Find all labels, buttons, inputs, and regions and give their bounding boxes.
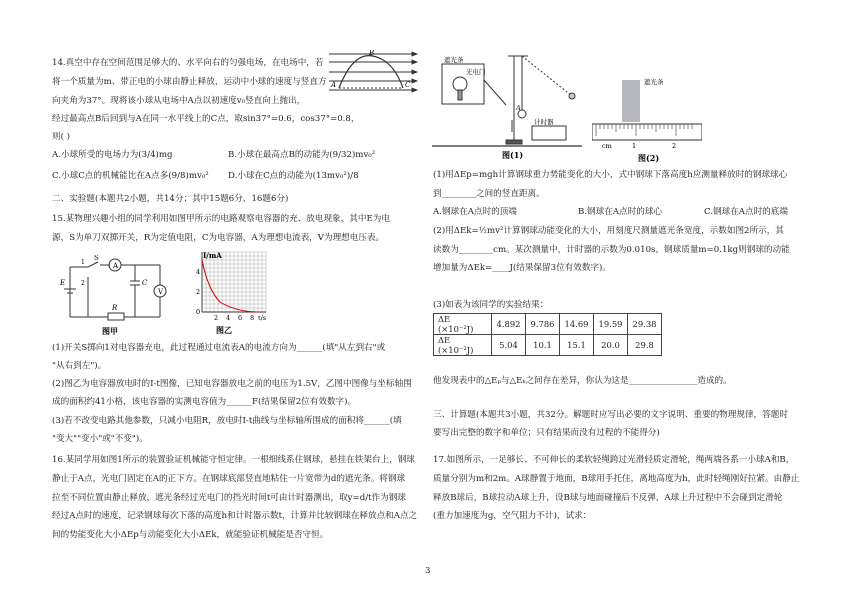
fig2-tick-2: 2 xyxy=(672,142,677,150)
graph-xtick-8: 8 xyxy=(250,314,255,322)
q16-part2-b: 读数为________cm。某次测量中，计时器的示数为0.010s，钢球质量m=0.1kg则钢球的动能 xyxy=(433,245,790,255)
table-cell: 29.8 xyxy=(628,335,662,356)
q16-line-1: 16.某同学用如图1所示的装置验证机械能守恒定律。一根细线系住钢球，悬挂在铁架台上，钢球 xyxy=(52,455,415,465)
q15-sub3-a: (3)若不改变电路其他参数，只减小电阻R，放电时I-t曲线与坐标轴所围成的面积将______(填 xyxy=(52,416,402,426)
q14-field-figure xyxy=(325,50,420,98)
graph-ylabel: I/mA xyxy=(203,251,222,260)
section-2-heading: 二、实验题(本题共2小题，共14分；其中15题6分，16题6分) xyxy=(52,194,289,204)
circuit-c-label: C xyxy=(142,279,148,287)
table-cell: 14.69 xyxy=(560,314,594,335)
section-3-heading-b: 要写出完整的数字和单位；只有结果而没有过程的不能得分) xyxy=(433,428,660,438)
graph-ytick-2: 2 xyxy=(196,288,201,296)
page-number: 3 xyxy=(425,566,431,576)
table-cell: 20.0 xyxy=(594,335,628,356)
fig-a-caption: 图甲 xyxy=(102,326,118,336)
q17-line-2: 质量分别为m和2m。A球静置于地面，B球用手托住，离地高度为h，此时轻绳刚好拉紧。由静止 xyxy=(433,474,800,484)
q14-option-d: D.小球在C点的动能为(13mv₀²)/8 xyxy=(228,171,359,181)
q15-sub2-b: 成的面积约41小格，该电容器的实测电容值为______F(结果保留2位有效数字)。 xyxy=(52,397,357,407)
fig1-a-label: A xyxy=(516,104,521,112)
results-table xyxy=(433,313,662,356)
q17-line-4: (重力加速度为g，空气阻力不计)，试求： xyxy=(433,511,592,521)
q16-line-4: 经过A点时的速度，记录钢球每次下落的高度h和计时器示数t，计算并比较钢球在释放点和A点之 xyxy=(52,511,418,521)
graph-xtick-6: 6 xyxy=(238,314,243,322)
graph-ytick-0: 0 xyxy=(196,308,201,316)
q16-part4: 他发现表中的△Eₚ与△Eₖ之间存在差异，你认为这是________________造成的。 xyxy=(433,376,732,386)
graph-xlabel: t/s xyxy=(258,314,267,322)
table-row-label: ΔE (×10⁻²J) xyxy=(434,314,492,335)
table-cell: 15.1 xyxy=(560,335,594,356)
q16-part3: (3)如表为该同学的实验结果： xyxy=(433,300,549,310)
q16-part1-option-a: A.钢球在A点时的顶端 xyxy=(433,207,517,217)
q16-line-2: 静止于A点，光电门固定在A的正下方。在钢球底部竖直地粘住一片宽带为d的遮光条。将钢球 xyxy=(52,474,406,484)
q16-apparatus-figure xyxy=(432,50,582,160)
circuit-r-label: R xyxy=(112,304,118,312)
q17-line-3: 释放B球后，B球拉动A球上升，设B球与地面碰撞后不反弹，A球上升过程中不会碰到定滑轮 xyxy=(433,493,783,503)
q15-line-1: 15.某物理兴趣小组的同学利用如图甲所示的电路观察电容器的充、放电现象，其中E为电 xyxy=(52,214,390,224)
table-row xyxy=(434,335,662,356)
table-cell: 5.04 xyxy=(492,335,526,356)
q14-option-c: C.小球C点的机械能比在A点多(9/8)mv₀² xyxy=(52,171,209,181)
graph-xtick-2: 2 xyxy=(214,314,219,322)
q15-sub1-b: "从右到左")。 xyxy=(52,361,107,371)
q15-sub2-a: (2)图乙为电容器放电时的I-t图像，已知电容器放电之前的电压为1.5V，乙图中图像与坐标轴围 xyxy=(52,379,412,389)
q15-it-graph xyxy=(188,246,270,336)
q14-line-1: 14.真空中存在空间范围足够大的、水平向右的匀强电场，在电场中，若 xyxy=(52,58,324,68)
q14-option-b: B.小球在最高点B的动能为(9/32)mv₀² xyxy=(228,150,376,160)
table-row xyxy=(434,314,662,335)
table-cell: 10.1 xyxy=(526,335,560,356)
q16-ruler-figure xyxy=(592,68,702,163)
q17-line-1: 17.如图所示，一足够长、不可伸长的柔软轻绳跨过光滑轻质定滑轮，绳两端各系一小球A和B， xyxy=(433,455,795,465)
fig1-light-bar-label: 遮光条 xyxy=(444,56,464,64)
circuit-a-label: A xyxy=(113,262,119,270)
table-cell: 29.38 xyxy=(628,314,662,335)
table-row-label: ΔE (×10⁻²J) xyxy=(434,335,492,356)
graph-ytick-4: 4 xyxy=(196,268,201,276)
q15-sub1-a: (1)开关S掷向1对电容器充电，此过程通过电流表A的电流方向为______(填"从左到右"或 xyxy=(52,343,386,353)
q15-line-2: 源，S为单刀双掷开关，R为定值电阻，C为电容器，A为理想电流表，V为理想电压表。 xyxy=(52,233,385,243)
fig1-gate-label: 光电门 xyxy=(466,68,486,76)
table-cell: 4.892 xyxy=(492,314,526,335)
circuit-e-label: E xyxy=(60,279,66,287)
q16-line-3: 拉至不同位置由静止释放，遮光条经过光电门的挡光时间t可由计时器测出，取y=d/t作为钢球 xyxy=(52,493,406,503)
section-3-heading-a: 三、计算题(本题共3小题，共32分。解题时应写出必要的文字说明、重要的物理规律，答题时 xyxy=(433,410,788,420)
circuit-s-label: S xyxy=(94,255,99,262)
q14-line-2: 将一个质量为m、带正电的小球由静止释放，运动中小球的速度与竖直方 xyxy=(52,77,327,87)
fig14-label-b: B xyxy=(369,50,375,57)
q14-line-4: 经过最高点B后回到与A在同一水平线上的C点，取sin37°=0.6，cos37°=0.8， xyxy=(52,114,360,124)
fig1-caption: 图(1) xyxy=(502,150,524,160)
q15-circuit-figure xyxy=(60,255,175,337)
fig-b-caption: 图乙 xyxy=(216,325,232,335)
graph-xtick-4: 4 xyxy=(226,314,231,322)
q16-line-5: 间的势能变化大小ΔEp与动能变化大小ΔEk，就能验证机械能是否守恒。 xyxy=(52,530,329,540)
fig2-unit-label: cm xyxy=(602,142,612,150)
q16-part1-a: (1)用ΔEp=mgh计算钢球重力势能变化的大小，式中钢球下落高度h应测量释放时的钢球球心 xyxy=(433,170,788,180)
fig14-label-a: A xyxy=(331,81,337,89)
circuit-node-1: 1 xyxy=(81,259,85,266)
q16-part2-c: 增加量为ΔEk=____J(结果保留3位有效数字)。 xyxy=(433,263,612,273)
fig2-caption: 图(2) xyxy=(638,153,660,163)
q15-sub3-b: "变大""变小"或"不变")。 xyxy=(52,434,148,444)
table-cell: 9.786 xyxy=(526,314,560,335)
q16-part1-option-b: B.钢球在A点时的球心 xyxy=(578,207,663,217)
table-cell: 19.59 xyxy=(594,314,628,335)
q14-line-3: 向夹角为37°。现将该小球从电场中A点以初速度v₀竖直向上抛出， xyxy=(52,96,306,106)
q16-part1-b: 到________之间的竖直距离。 xyxy=(433,189,545,199)
q14-option-a: A.小球所受的电场力为(3/4)mg xyxy=(52,150,173,160)
circuit-v-label: V xyxy=(158,288,164,296)
fig1-timer-label: 计时器 xyxy=(534,118,554,126)
fig14-label-c: C xyxy=(405,81,411,89)
q14-line-5: 则( ) xyxy=(52,132,71,142)
q16-part2-a: (2)用ΔEk=½mv²计算钢球动能变化的大小，用刻度尺测量遮光条宽度，示数如图2所示，其 xyxy=(433,226,784,236)
circuit-node-2: 2 xyxy=(81,280,85,287)
fig2-light-bar-label: 遮光条 xyxy=(644,78,664,86)
fig2-tick-1: 1 xyxy=(632,142,637,150)
q16-part1-option-c: C.钢球在A点时的底端 xyxy=(704,207,788,217)
